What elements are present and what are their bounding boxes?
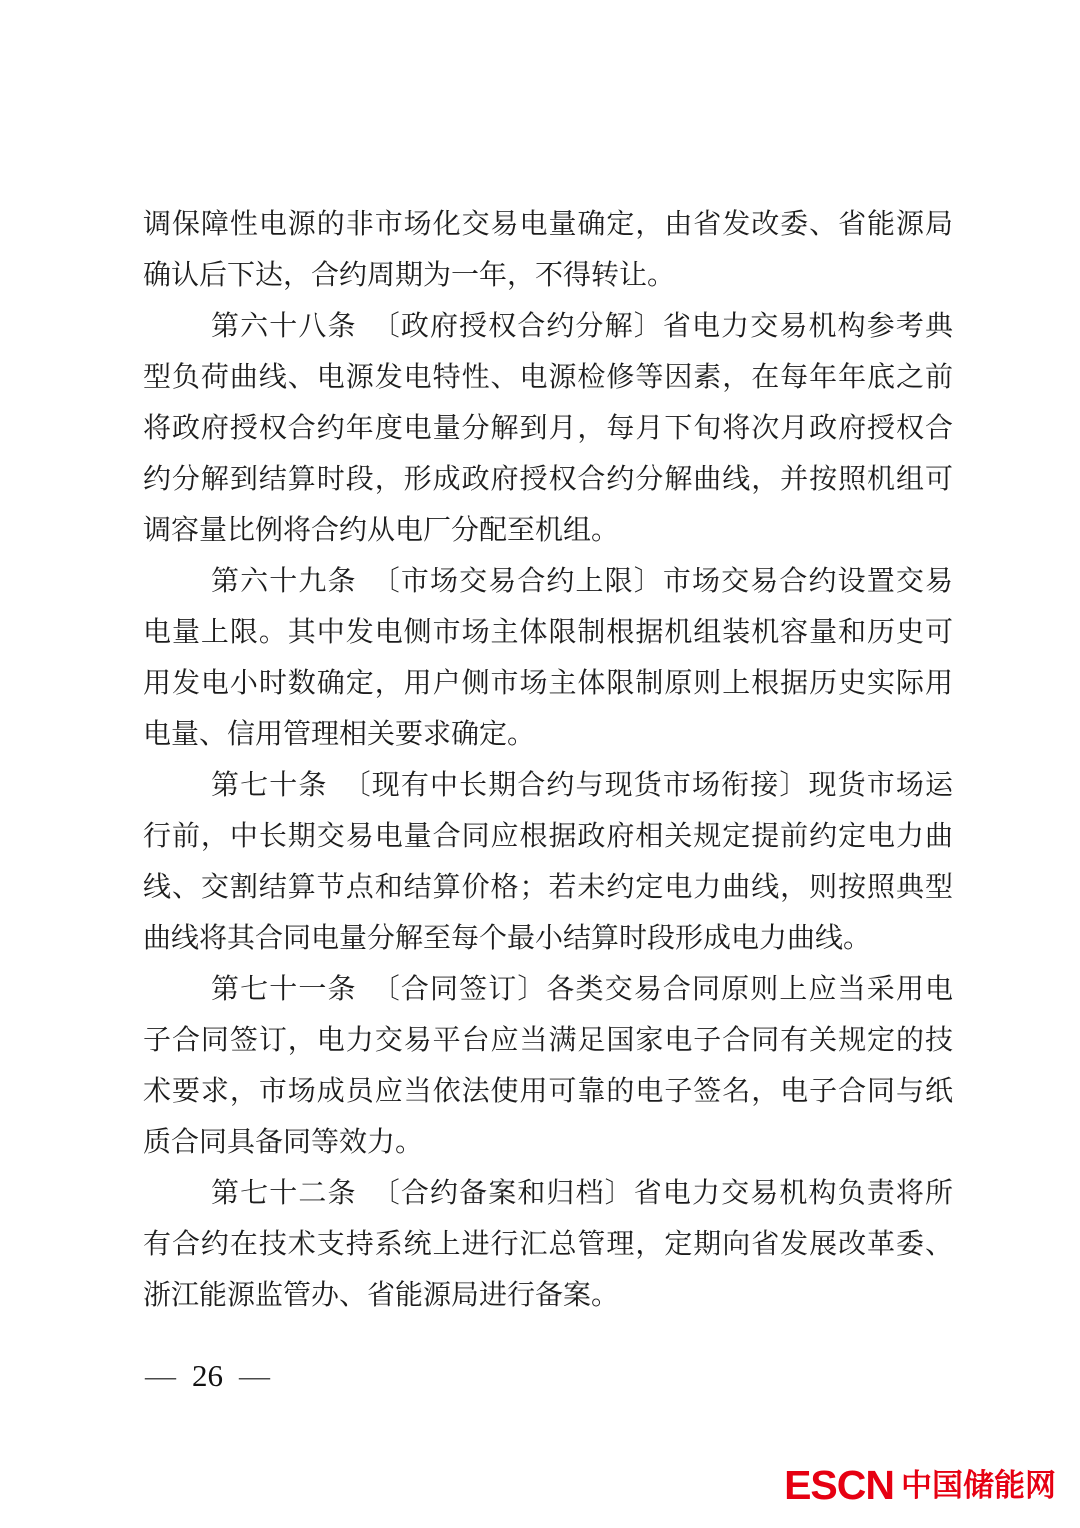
doc-line: 型负荷曲线、电源发电特性、电源检修等因素，在每年年底之前	[143, 362, 953, 393]
doc-line: 电量上限。其中发电侧市场主体限制根据机组装机容量和历史可	[143, 617, 953, 648]
doc-line: 质合同具备同等效力。	[143, 1127, 424, 1158]
doc-line-article-70: 第七十条 〔现有中长期合约与现货市场衔接〕现货市场运	[211, 770, 953, 801]
doc-line: 用发电小时数确定，用户侧市场主体限制原则上根据历史实际用	[143, 668, 953, 699]
escn-logo-cjk: 中国储能网	[901, 1468, 1056, 1503]
page-number-value: 26	[192, 1358, 223, 1393]
page-number-dash-right: —	[239, 1358, 270, 1393]
doc-line: 行前，中长期交易电量合同应根据政府相关规定提前约定电力曲	[143, 821, 953, 852]
doc-line-article-68: 第六十八条 〔政府授权合约分解〕省电力交易机构参考典	[211, 311, 953, 342]
doc-line-article-69: 第六十九条 〔市场交易合约上限〕市场交易合约设置交易	[211, 566, 953, 597]
doc-line: 将政府授权合约年度电量分解到月，每月下旬将次月政府授权合	[143, 413, 953, 444]
doc-line: 曲线将其合同电量分解至每个最小结算时段形成电力曲线。	[143, 923, 872, 954]
doc-line: 确认后下达，合约周期为一年，不得转让。	[143, 260, 676, 291]
page-number-dash-left: —	[145, 1358, 176, 1393]
doc-line: 调保障性电源的非市场化交易电量确定，由省发改委、省能源局	[143, 209, 953, 240]
escn-logo	[784, 1462, 1056, 1508]
document-body	[143, 199, 953, 1321]
doc-line: 术要求，市场成员应当依法使用可靠的电子签名，电子合同与纸	[143, 1076, 953, 1107]
doc-line: 子合同签订，电力交易平台应当满足国家电子合同有关规定的技	[143, 1025, 953, 1056]
doc-line: 线、交割结算节点和结算价格；若未约定电力曲线，则按照典型	[143, 872, 953, 903]
doc-line-article-71: 第七十一条 〔合同签订〕各类交易合同原则上应当采用电	[211, 974, 953, 1005]
escn-logo-latin: ESCN	[784, 1462, 894, 1508]
doc-line: 调容量比例将合约从电厂分配至机组。	[143, 515, 620, 546]
doc-line: 浙江能源监管办、省能源局进行备案。	[143, 1280, 620, 1311]
doc-line: 电量、信用管理相关要求确定。	[143, 719, 536, 750]
doc-line: 有合约在技术支持系统上进行汇总管理，定期向省发展改革委、	[143, 1229, 953, 1260]
page-number	[145, 1356, 270, 1396]
doc-line: 约分解到结算时段，形成政府授权合约分解曲线，并按照机组可	[143, 464, 953, 495]
doc-line-article-72: 第七十二条 〔合约备案和归档〕省电力交易机构负责将所	[211, 1178, 953, 1209]
